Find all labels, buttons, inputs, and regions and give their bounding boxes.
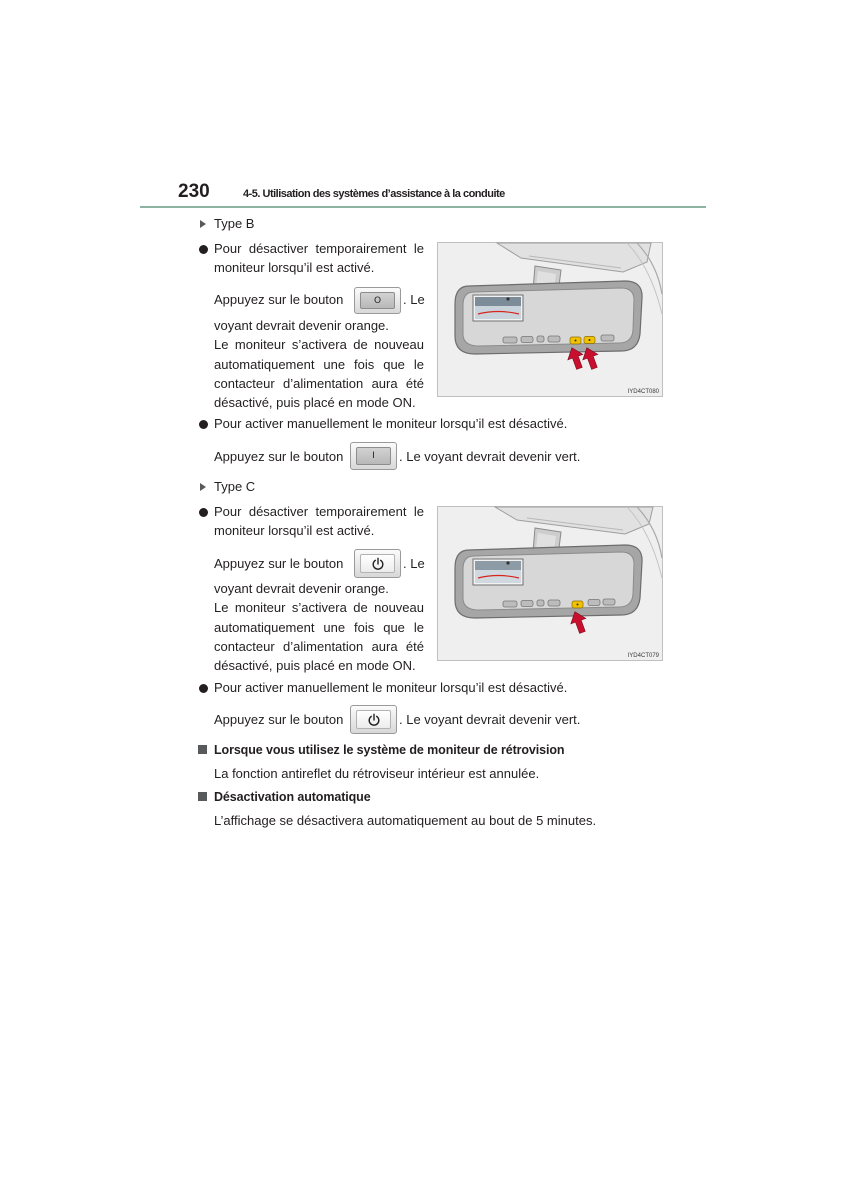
indicator-led [584,337,595,344]
type-b-continuation-4: contacteur d’alimentation aura été [214,376,424,391]
type-c-continuation-2: Le moniteur s’activera de nouveau [214,600,424,615]
type-c-continuation-1: voyant devrait devenir orange. [214,581,389,596]
power-button-illustration [350,705,397,734]
off-button-illustration [354,287,401,314]
type-b-continuation-1: voyant devrait devenir orange. [214,318,389,333]
figure-code: IYD4CT080 [627,389,659,395]
note-body: La fonction antireflet du rétroviseur intérieur est annulée. [214,766,540,781]
type-b-continuation-5: désactivé, puis placé en mode ON. [214,395,416,410]
square-icon [198,792,207,801]
note-body: L’affichage se désactivera automatiquement au bout de 5 minutes. [214,813,597,828]
off-button-label: O [360,292,395,309]
square-icon [198,745,207,754]
type-c-press-after: . Le [403,556,425,571]
type-c-continuation-5: désactivé, puis placé en mode ON. [214,658,416,673]
triangle-icon [200,483,206,491]
header-rule [140,206,706,208]
type-b-continuation-3: automatiquement une fois que le [214,357,424,372]
bullet-dot-icon [199,420,208,429]
section-title: 4-5. Utilisation des systèmes d’assistance à la conduite [243,188,505,200]
type-c-deactivate-line-2: moniteur lorsqu’il est activé. [214,523,375,538]
type-b-press-instruction: Appuyez sur le bouton [214,292,344,307]
type-c-activate-text: Pour activer manuellement le moniteur lorsqu’il est désactivé. [214,680,568,695]
indicator-led [570,337,581,344]
type-b-continuation-2: Le moniteur s’activera de nouveau [214,337,424,352]
type-c-activate-press-instruction: Appuyez sur le bouton [214,712,344,727]
rear-view-screen [473,295,523,321]
type-b-activate-text: Pour activer manuellement le moniteur lorsqu’il est désactivé. [214,416,568,431]
figure-code: IYD4CT079 [627,653,659,659]
mirror-figure-type-b [437,242,663,397]
type-b-deactivate-line-2: moniteur lorsqu’il est activé. [214,260,375,275]
type-b-activate-press-instruction: Appuyez sur le bouton [214,449,344,464]
page-number: 230 [178,181,210,202]
type-b-activate-press-after: . Le voyant devrait devenir vert. [399,449,581,464]
on-button-label: I [356,447,391,465]
type-c-deactivate-line-1: Pour désactiver temporairement le [214,504,424,519]
note-title: Lorsque vous utilisez le système de moniteur de rétrovision [214,743,565,757]
bullet-dot-icon [199,508,208,517]
type-b-press-after: . Le [403,292,425,307]
type-c-press-instruction: Appuyez sur le bouton [214,556,344,571]
triangle-icon [200,220,206,228]
note-title: Désactivation automatique [214,790,371,804]
type-c-continuation-3: automatiquement une fois que le [214,620,424,635]
type-c-activate-press-after: . Le voyant devrait devenir vert. [399,712,581,727]
type-b-label: Type B [214,216,255,231]
power-icon [371,557,385,571]
rear-view-screen [473,559,523,585]
power-button-illustration [354,549,401,578]
type-c-continuation-4: contacteur d’alimentation aura été [214,639,424,654]
indicator-led [572,601,583,608]
bullet-dot-icon [199,684,208,693]
mirror-figure-type-c [437,506,663,661]
type-b-deactivate-line-1: Pour désactiver temporairement le [214,241,424,256]
type-c-label: Type C [214,479,256,494]
power-icon [367,713,381,727]
bullet-dot-icon [199,245,208,254]
on-button-illustration [350,442,397,470]
